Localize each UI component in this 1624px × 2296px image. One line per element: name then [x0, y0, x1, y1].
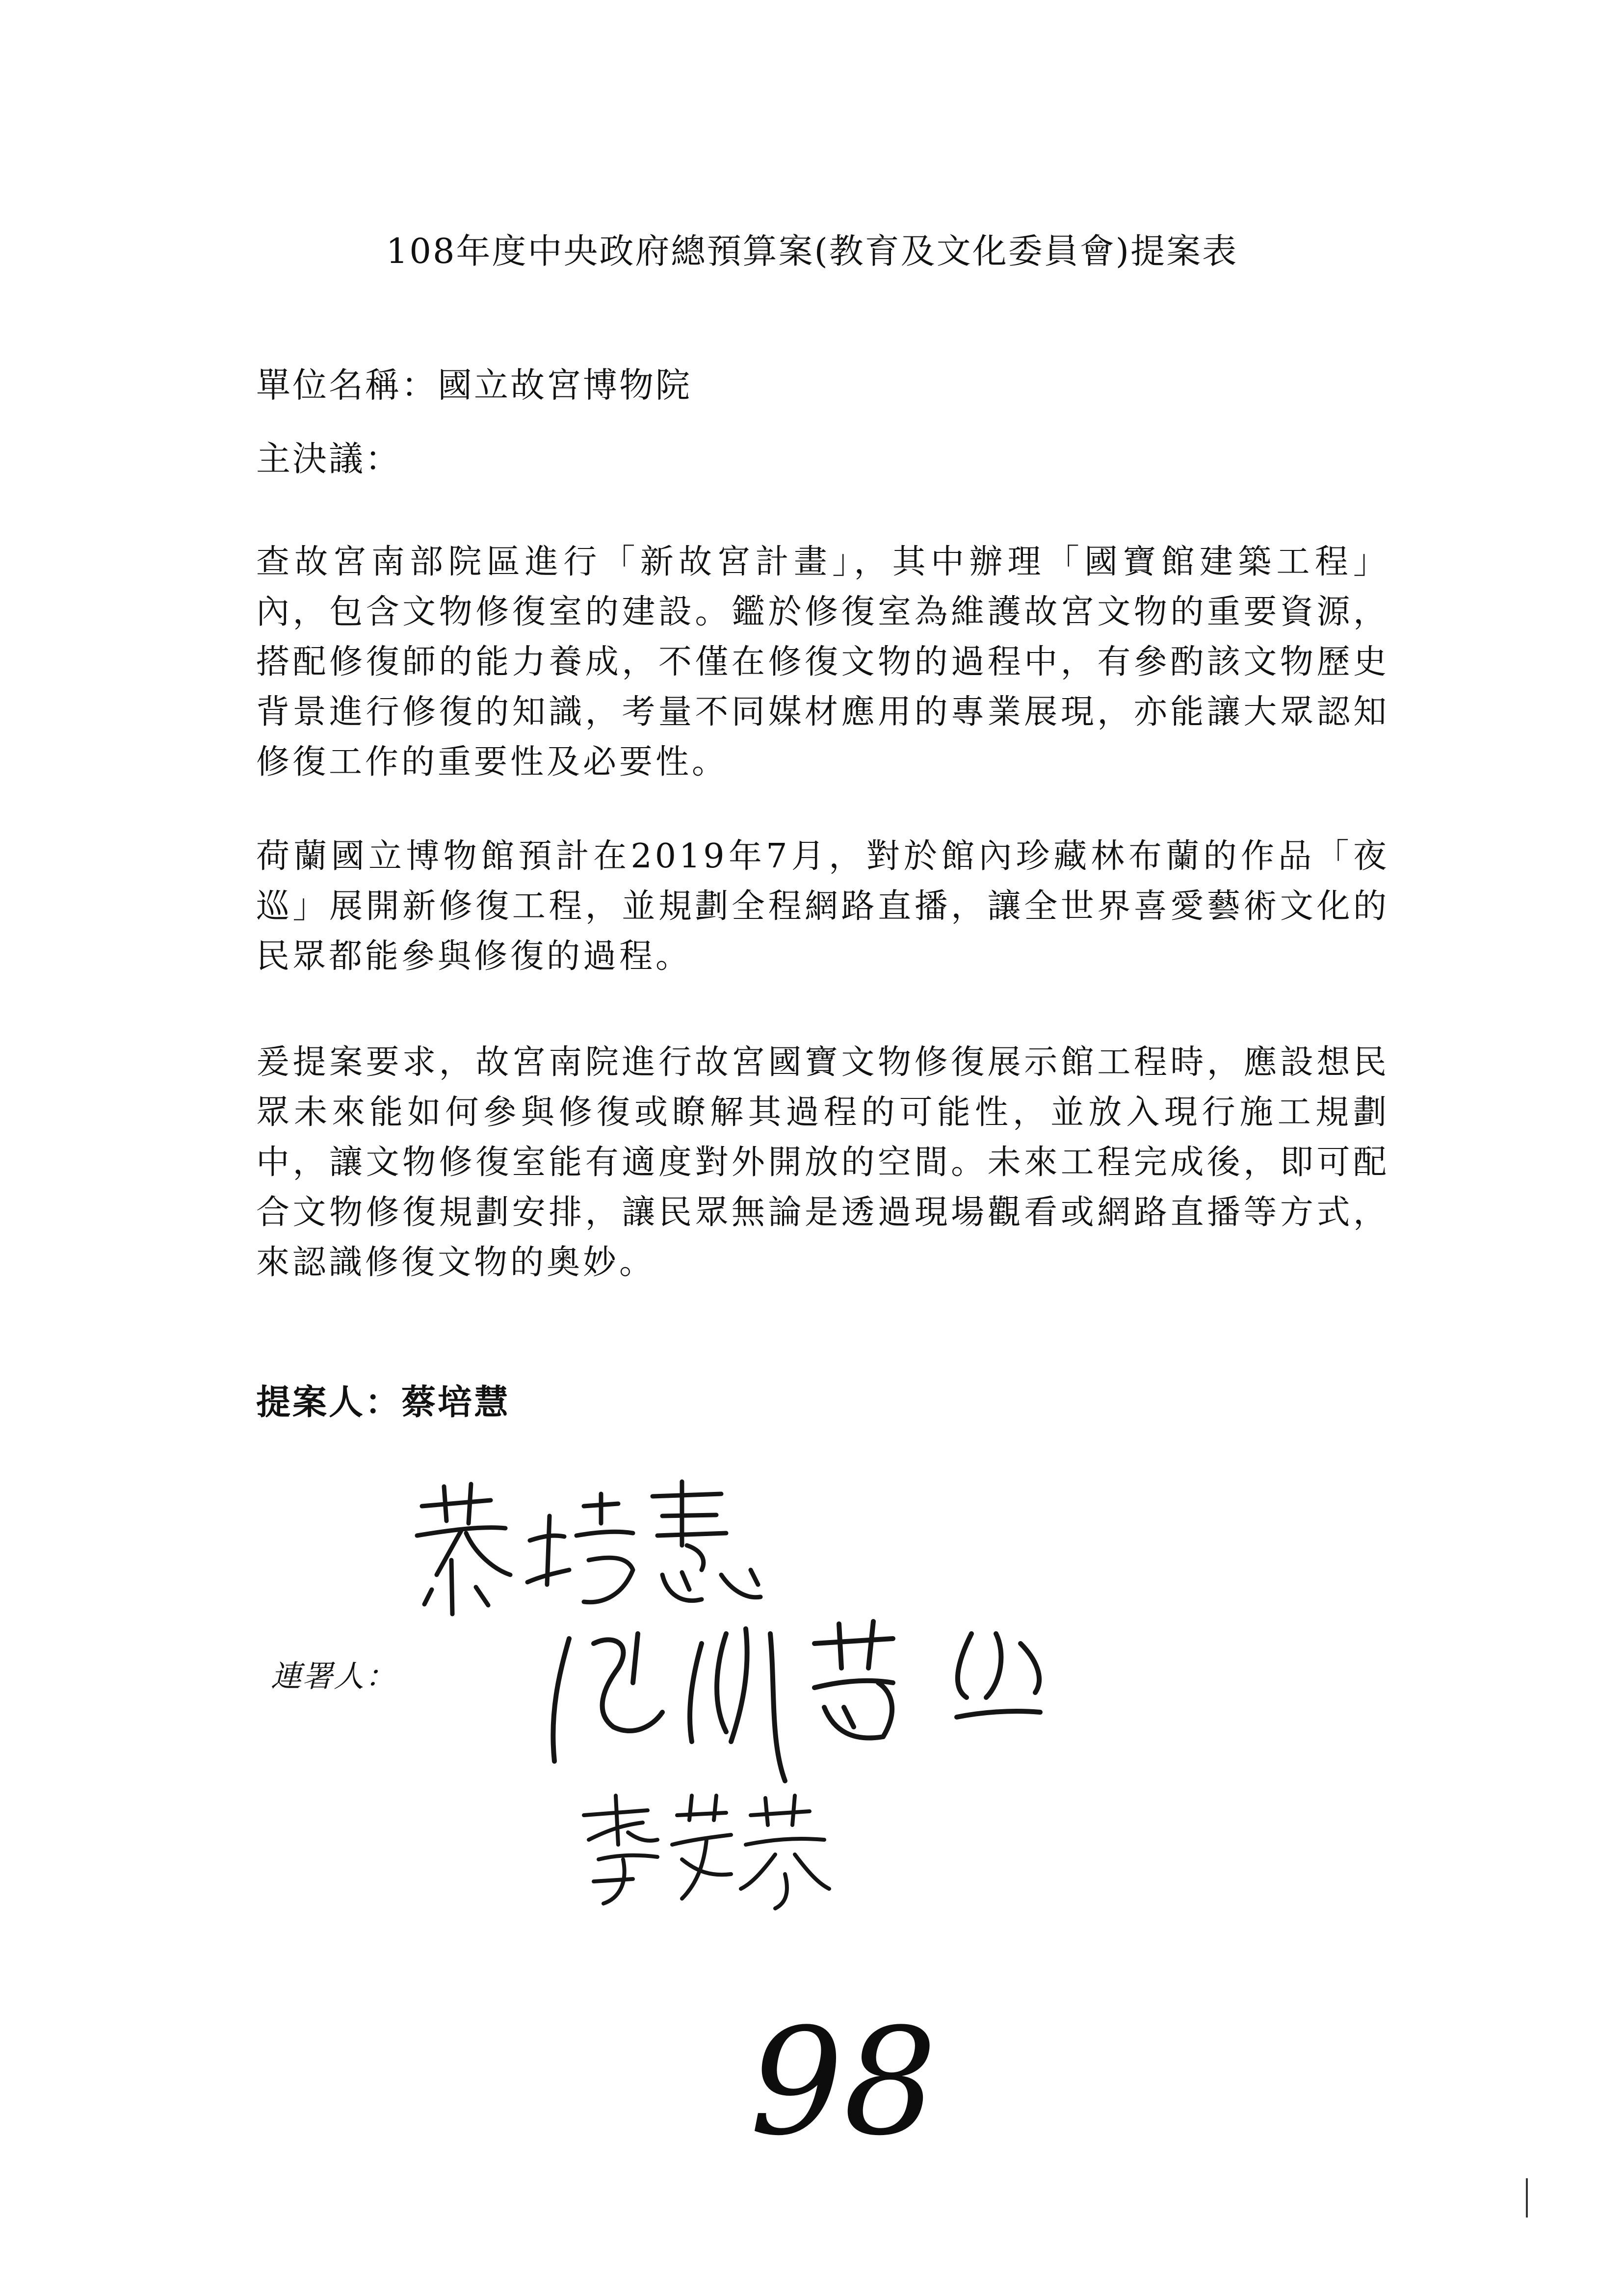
page-number [746, 2002, 971, 2188]
proposer-line: 提案人：蔡培慧 [256, 1382, 510, 1422]
page-title: 108年度中央政府總預算案(教育及文化委員會)提案表 [386, 231, 1238, 271]
signature-li-lifen [564, 1786, 839, 1913]
paragraph-2: 荷蘭國立博物館預計在2019年7月，對於館內珍藏林布蘭的作品「夜巡」展開新修復工程，並規劃全程網路直播，讓全世界喜愛藝術文化的民眾都能參與修復的過程。 [256, 837, 1389, 976]
unit-name: 單位名稱：國立故宮博物院 [256, 365, 692, 405]
signature-cai-peihui [407, 1477, 810, 1624]
paragraph-1: 查故宮南部院區進行「新故宮計畫」，其中辦理「國寶館建築工程」內，包含文物修復室的建設。鑑於修復室為維護故宮文物的重要資源，搭配修復師的能力養成，不僅在修復文物的過程中，有參酌該文物歷史背景進行修復的知識，考量不同媒材應用的專業展現，亦能讓大眾認知修復工作的重要性及必要性。 [256, 543, 1389, 782]
paragraph-3: 爰提案要求，故宮南院進行故宮國寶文物修復展示館工程時，應設想民眾未來能如何參與修復或瞭解其過程的可能性，並放入現行施工規劃中，讓文物修復室能有適度對外開放的空間。未來工程完成後，即可配合文物修復規劃安排，讓民眾無論是透過現場觀看或網路直播等方式，來認識修復文物的奧妙。 [256, 1043, 1389, 1282]
signature-zhang-liao-wanjian [540, 1614, 1079, 1791]
resolution-label: 主決議： [256, 439, 401, 479]
page-number-text: 98 [750, 2002, 937, 2168]
cosigner-label: 連署人： [271, 1658, 397, 1694]
edge-mark [1526, 2178, 1528, 2218]
